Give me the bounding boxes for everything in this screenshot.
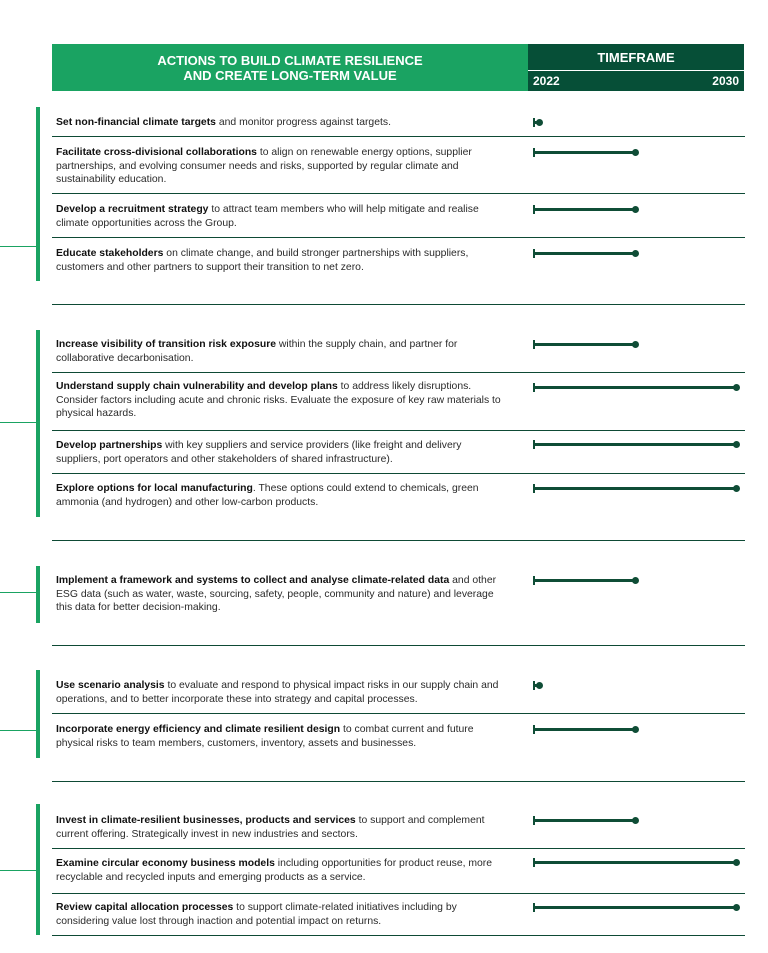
timeline-end-dot xyxy=(536,682,543,689)
group-tick xyxy=(0,870,36,871)
action-row xyxy=(56,203,506,230)
group-divider xyxy=(52,645,745,646)
timeline-start-cap xyxy=(533,816,535,825)
timeline-line xyxy=(533,579,635,582)
action-description: within the supply chain, and partner for collaborative decarbonisation. xyxy=(56,339,458,364)
action-description: and monitor progress against targets. xyxy=(215,117,391,128)
group-tick xyxy=(0,730,36,731)
timeline-end-dot xyxy=(632,149,639,156)
timeline-end-dot xyxy=(632,250,639,257)
action-description: . These options could extend to chemicals, green ammonia (and hydrogen) and other low-carbon products. xyxy=(56,483,479,508)
action-title: Implement a framework and systems to collect and analyse climate-related data xyxy=(56,575,450,586)
action-title: Educate stakeholders xyxy=(56,248,164,259)
timeline-line xyxy=(533,819,635,822)
row-divider xyxy=(52,237,745,238)
group-tick xyxy=(0,422,36,423)
action-row xyxy=(56,482,506,509)
timeline-end-dot xyxy=(632,341,639,348)
action-description: to support climate-related initiatives including by considering value lost through inaction and potential impact on returns. xyxy=(56,902,457,927)
action-description: to align on renewable energy options, supplier partnerships, and evolving consumer needs and risks, supported by regular climate and sustainability education. xyxy=(56,147,472,185)
timeline-end-dot xyxy=(632,726,639,733)
timeline-end-dot xyxy=(632,817,639,824)
action-row xyxy=(56,338,506,365)
timeline-end-dot xyxy=(536,119,543,126)
timeline-start-cap xyxy=(533,725,535,734)
timeline-start-cap xyxy=(533,383,535,392)
row-divider xyxy=(52,848,745,849)
timeline-line xyxy=(533,151,635,154)
timeline-end-dot xyxy=(733,485,740,492)
timeline-start-cap xyxy=(533,484,535,493)
timeline-line xyxy=(533,443,736,446)
group-bar xyxy=(36,804,40,935)
timeline-start-cap xyxy=(533,205,535,214)
timeline-end-dot xyxy=(632,206,639,213)
group-bar xyxy=(36,670,40,758)
timeline-line xyxy=(533,252,635,255)
timeline-line xyxy=(533,487,736,490)
timeline-start-cap xyxy=(533,576,535,585)
row-divider xyxy=(52,193,745,194)
actions-header xyxy=(52,44,528,91)
action-description: with key suppliers and service providers (like freight and delivery suppliers, port operators and other stakeholders of shared infrastructure). xyxy=(56,440,462,465)
timeline-start-cap xyxy=(533,681,535,690)
action-title: Use scenario analysis xyxy=(56,680,165,691)
group-tick xyxy=(0,246,36,247)
action-row xyxy=(56,814,506,841)
group-bar xyxy=(36,330,40,517)
row-divider xyxy=(52,713,745,714)
action-row xyxy=(56,146,506,187)
action-title: Examine circular economy business models xyxy=(56,858,275,869)
row-divider xyxy=(52,372,745,373)
timeline-start-cap xyxy=(533,903,535,912)
action-title: Explore options for local manufacturing xyxy=(56,483,253,494)
action-description: to support and complement current offering. Strategically invest in new industries and sectors. xyxy=(56,815,485,840)
action-title: Invest in climate-resilient businesses, products and services xyxy=(56,815,356,826)
group-divider xyxy=(52,540,745,541)
action-description: on climate change, and build stronger partnerships with suppliers, customers and other partners to support their transition to net zero. xyxy=(56,248,469,273)
action-description: to address likely disruptions. Consider factors including acute and chronic risks. Evaluate the exposure of key raw materials to physical hazards. xyxy=(56,381,501,419)
action-description: and other ESG data (such as water, waste, sourcing, safety, people, community and nature) and leverage this data for better decision-making. xyxy=(56,575,497,613)
timeline-end-dot xyxy=(733,859,740,866)
year-end: 2030 xyxy=(712,74,739,88)
action-title: Develop a recruitment strategy xyxy=(56,204,209,215)
timeline-line xyxy=(533,386,736,389)
timeline-end-dot xyxy=(632,577,639,584)
timeline-end-dot xyxy=(733,441,740,448)
action-description: to attract team members who will help mitigate and realise climate opportunities across the Group. xyxy=(56,204,479,229)
timeline-start-cap xyxy=(533,440,535,449)
action-description: including opportunities for product reuse, more recyclable and recycled inputs and emerging products as a service. xyxy=(56,858,493,883)
year-start: 2022 xyxy=(533,74,560,88)
timeline-start-cap xyxy=(533,148,535,157)
group-tick xyxy=(0,592,36,593)
timeline-start-cap xyxy=(533,249,535,258)
action-title: Facilitate cross-divisional collaborations xyxy=(56,147,257,158)
timeline-start-cap xyxy=(533,340,535,349)
group-divider xyxy=(52,781,745,782)
timeline-line xyxy=(533,208,635,211)
action-description: to combat current and future physical risks to team members, customers, inventory, assets and businesses. xyxy=(56,724,474,749)
action-row xyxy=(56,380,506,421)
timeline-end-dot xyxy=(733,384,740,391)
timeline-line xyxy=(533,861,736,864)
action-row xyxy=(56,857,506,884)
timeline-line xyxy=(533,343,635,346)
timeline-start-cap xyxy=(533,858,535,867)
action-row xyxy=(56,723,506,750)
timeline-line xyxy=(533,906,736,909)
action-row xyxy=(56,439,506,466)
action-title: Understand supply chain vulnerability and develop plans xyxy=(56,381,338,392)
timeline-start-cap xyxy=(533,118,535,127)
action-description: to evaluate and respond to physical impact risks in our supply chain and operations, and to better incorporate these into strategy and capital processes. xyxy=(56,680,499,705)
group-bar xyxy=(36,566,40,623)
timeframe-header: TIMEFRAME xyxy=(528,44,744,70)
row-divider xyxy=(52,136,745,137)
action-title: Set non-financial climate targets xyxy=(56,117,216,128)
action-row xyxy=(56,116,506,130)
action-title: Review capital allocation processes xyxy=(56,902,234,913)
timeframe-years xyxy=(528,71,744,91)
timeline-line xyxy=(533,728,635,731)
action-row xyxy=(56,901,506,928)
actions-header-line2: AND CREATE LONG-TERM VALUE xyxy=(183,67,397,83)
row-divider xyxy=(52,473,745,474)
action-row xyxy=(56,574,506,615)
row-divider xyxy=(52,893,745,894)
action-row xyxy=(56,679,506,706)
group-bar xyxy=(36,107,40,281)
row-divider xyxy=(52,935,745,936)
row-divider xyxy=(52,430,745,431)
action-title: Incorporate energy efficiency and climate resilient design xyxy=(56,724,341,735)
actions-header-line1: ACTIONS TO BUILD CLIMATE RESILIENCE xyxy=(157,52,423,68)
timeline-end-dot xyxy=(733,904,740,911)
action-title: Increase visibility of transition risk exposure xyxy=(56,339,277,350)
action-title: Develop partnerships xyxy=(56,440,163,451)
group-divider xyxy=(52,304,745,305)
action-row xyxy=(56,247,506,274)
